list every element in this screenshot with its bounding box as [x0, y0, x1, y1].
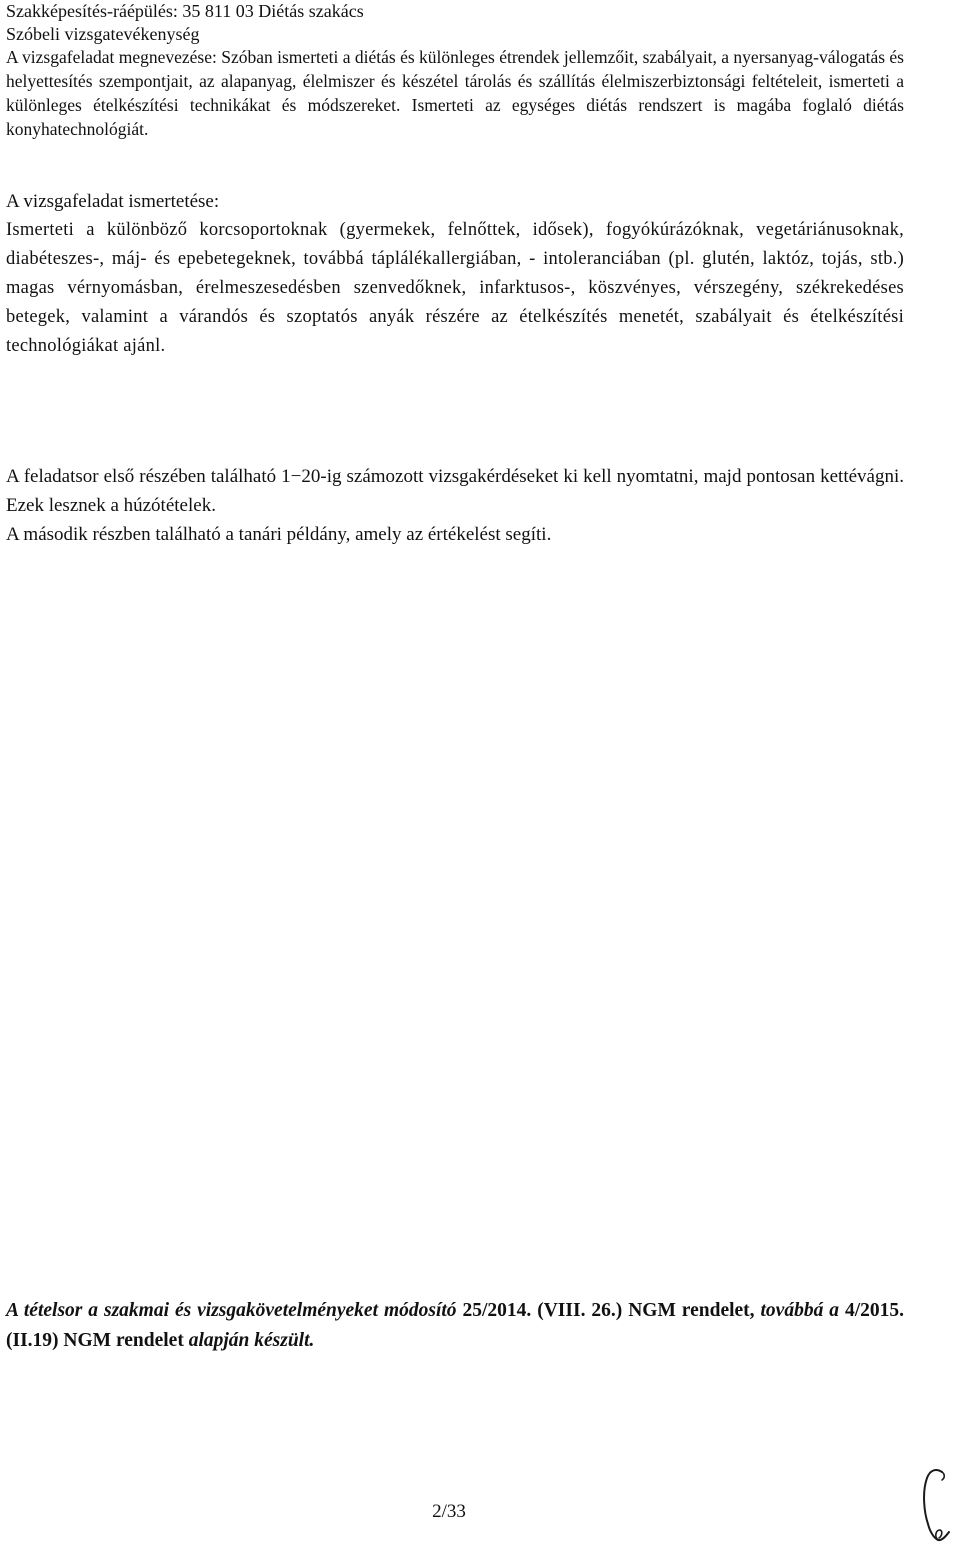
exam-activity-line: Szóbeli vizsgatevékenység: [6, 24, 200, 44]
page-number: 2/33: [432, 1501, 466, 1522]
task-description-body: Ismerteti a különböző korcsoportoknak (gyermekek, felnőttek, idősek), fogyókúrázóknak, vegetáriánusoknak, diabéteszes-, máj- és epebetegeknek, továbbá táplálékallergiában, - intoleranciában (pl. glutén, laktóz, tojás, stb.) magas vérnyomásban, érelmeszesedésben szenvedőknek, infarktusos-, köszvényes, vérszegény, székrekedéses betegek, valamint a várandós és szoptatós anyák részére az ételkészítés menetét, szabályait és ételkészítési technológiákat ajánl.: [6, 220, 904, 356]
qualification-line: Szakképesítés-ráépülés: 35 811 03 Diétás szakács: [6, 1, 364, 21]
instructions: [6, 462, 904, 549]
regulation-note-part-4: 4/2015. (II.19) NGM rendelet: [6, 1300, 905, 1351]
signature-graphic: [912, 1464, 956, 1544]
regulation-note-part-5: alapján készült.: [188, 1330, 315, 1351]
regulation-note: [6, 1296, 904, 1356]
task-description: [6, 187, 904, 361]
instructions-paragraph-1: A feladatsor első részében található 1−20-ig számozott vizsgakérdéseket ki kell nyomtatni, majd pontosan kettévágni. Ezek lesznek a húzótételek.: [6, 466, 904, 516]
regulation-note-part-3: továbbá a: [760, 1300, 840, 1321]
regulation-note-part-1: A tételsor a szakmai és vizsgakövetelményeket módosító: [6, 1300, 457, 1321]
instructions-paragraph-2: A második részben található a tanári példány, amely az értékelést segíti.: [6, 524, 552, 545]
handwritten-signature-icon: [912, 1464, 956, 1544]
regulation-note-part-2: 25/2014. (VIII. 26.) NGM rendelet,: [456, 1300, 761, 1321]
task-description-title: A vizsgafeladat ismertetése:: [6, 191, 220, 212]
page-header: [6, 0, 904, 46]
task-name-paragraph: A vizsgafeladat megnevezése: Szóban ismerteti a diétás és különleges étrendek jellemzőit, szabályait, a nyersanyag-válogatás és helyettesítés szempontjait, az alapanyag, élelmiszer és készétel tárolás és szállítás élelmiszerbiztonsági feltételeit, ismerteti a különleges ételkészítési technikákat és módszereket. Ismerteti az egységes diétás rendszert is magába foglaló diétás konyhatechnológiát.: [6, 47, 904, 139]
